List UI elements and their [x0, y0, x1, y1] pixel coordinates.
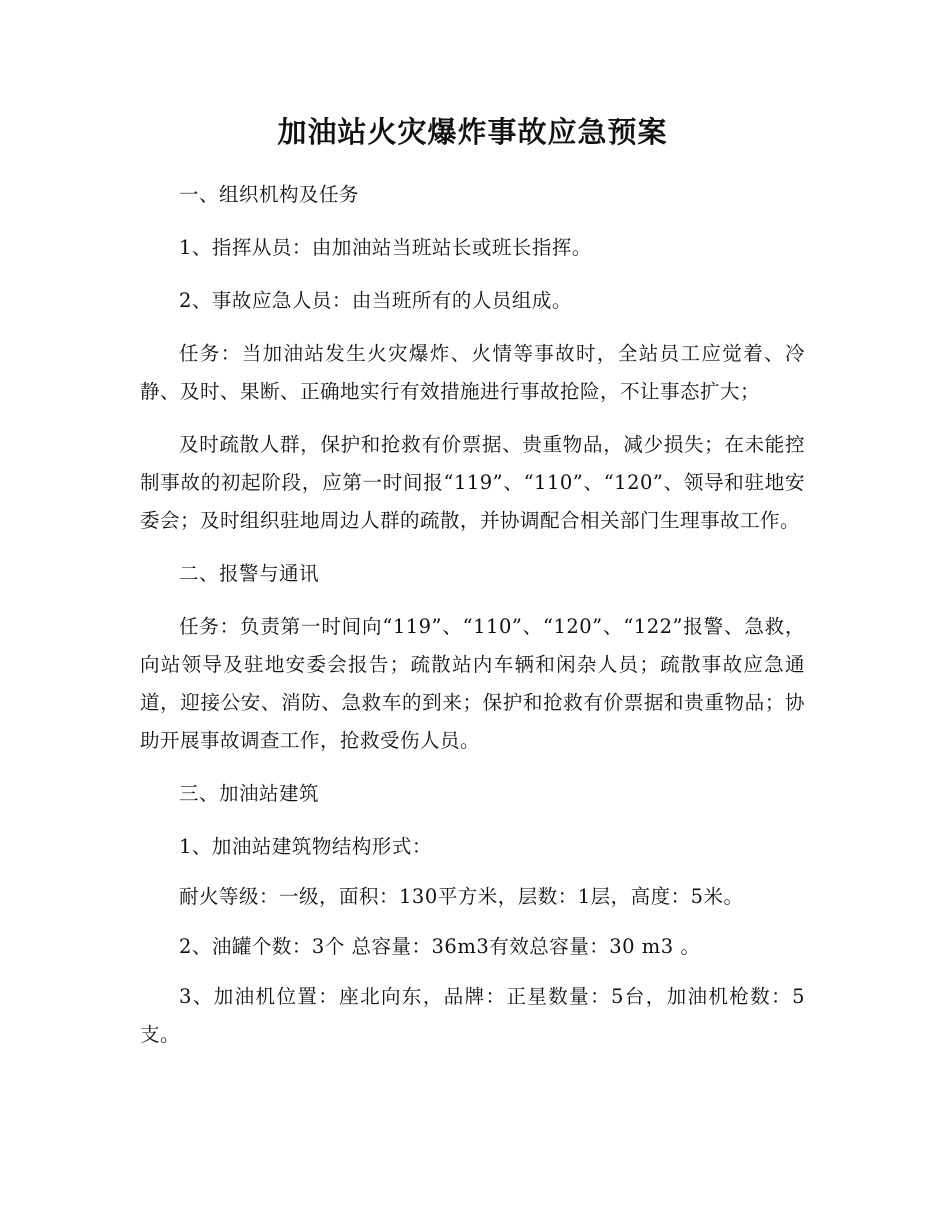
paragraph-dispensers: 3、加油机位置：座北向东，品牌：正星数量：5台，加油机枪数：5支。 — [140, 985, 805, 1046]
paragraph-fire-rating: 耐火等级：一级，面积：130平方米，层数：1层，高度：5米。 — [179, 885, 744, 908]
paragraph-commander: 1、指挥从员：由加油站当班站长或班长指挥。 — [179, 236, 592, 259]
paragraph-tanks: 2、油罐个数：3个 总容量：36m3有效总容量：30 m3 。 — [179, 935, 701, 958]
paragraph-task-response: 任务：当加油站发生火灾爆炸、火情等事故时，全站员工应觉着、冷静、及时、果断、正确地实行有效措施进行事故抢险，不让事态扩大； — [140, 342, 805, 403]
document-title: 加油站火灾爆炸事故应急预案 — [277, 115, 668, 149]
paragraph-emergency-staff: 2、事故应急人员：由当班所有的人员组成。 — [179, 289, 572, 312]
document-page — [140, 108, 805, 1069]
paragraph-evacuation: 及时疏散人群，保护和抢救有价票据、贵重物品，减少损失；在未能控制事故的初起阶段，应第一时间报“119”、“110”、“120”、领导和驻地安委会；及时组织驻地周边人群的疏散，并协调配合相关部门生理事故工作。 — [140, 433, 805, 532]
section-heading-alarm: 二、报警与通讯 — [179, 562, 320, 585]
paragraph-building-structure: 1、加油站建筑物结构形式： — [179, 835, 432, 858]
section-heading-building: 三、加油站建筑 — [179, 782, 320, 805]
paragraph-task-alarm: 任务：负责第一时间向“119”、“110”、“120”、“122”报警、急救，向站领导及驻地安委会报告；疏散站内车辆和闲杂人员；疏散事故应急通道，迎接公安、消防、急救车的到来；保护和抢救有价票据和贵重物品；协助开展事故调查工作，抢救受伤人员。 — [140, 615, 805, 752]
section-heading-organization: 一、组织机构及任务 — [179, 183, 360, 206]
